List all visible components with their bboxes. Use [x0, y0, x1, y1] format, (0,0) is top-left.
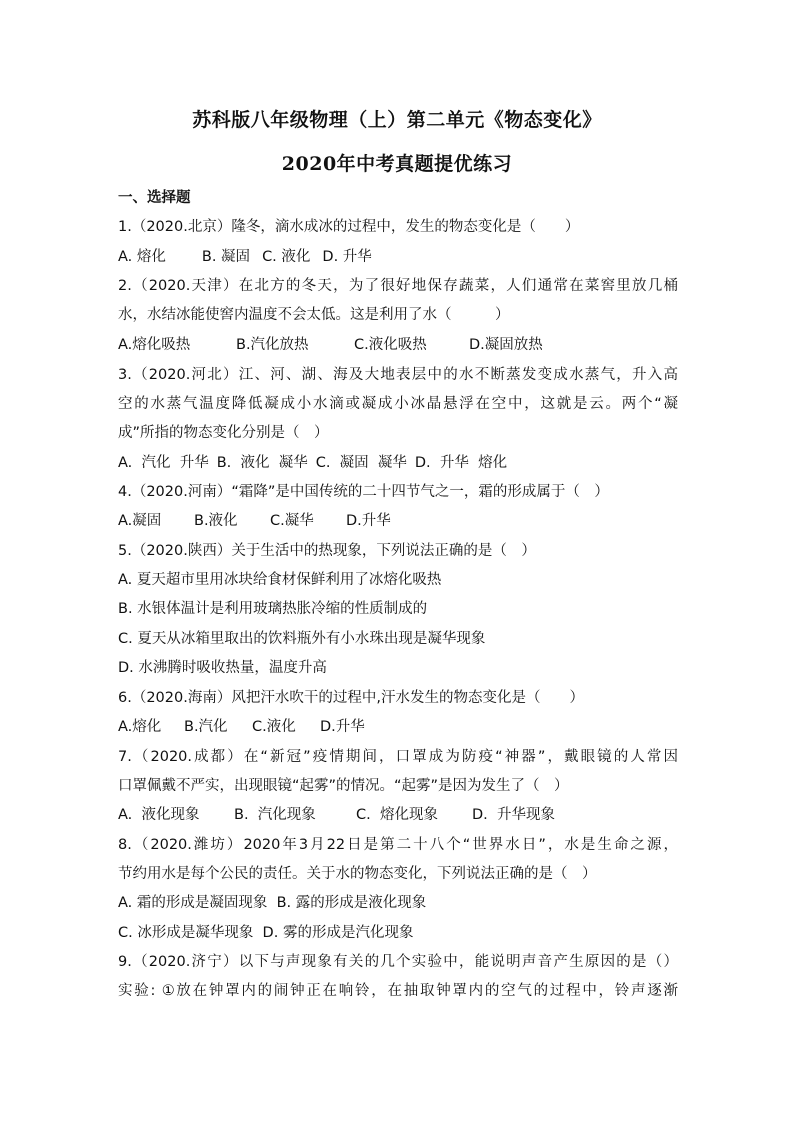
option-d: D.升华 — [320, 719, 365, 735]
option-a: A.熔化吸热 — [118, 337, 191, 353]
question-4-options — [118, 512, 678, 530]
question-5-option-d: D. 水沸腾时吸收热量，温度升高 — [118, 660, 327, 676]
option-b: B.液化 — [194, 513, 238, 529]
document-subtitle: 2020年中考真题提优练习 — [281, 153, 513, 175]
option-a: A. 液化现象 — [118, 807, 200, 823]
question-2-stem-line2: 水，水结冰能使窖内温度不会太低。这是利用了水（ ） — [118, 307, 510, 323]
question-6-stem: 6.（2020.海南）风把汗水吹干的过程中,汗水发生的物态变化是（ ） — [118, 690, 584, 706]
option-b: B.汽化 — [184, 719, 228, 735]
question-9-experiment-line: 实验: ①放在钟罩内的闹钟正在响铃，在抽取钟罩内的空气的过程中，铃声逐渐 — [118, 983, 678, 999]
question-8-stem-line2: 节约用水是每个公民的责任。关于水的物态变化，下列说法正确的是（ ） — [118, 866, 597, 882]
question-3-stem-line3: 成”所指的物态变化分别是（ ） — [118, 425, 329, 441]
question-7-options — [118, 806, 678, 824]
question-1-options — [118, 248, 678, 266]
question-8-options-cd: C. 冰形成是凝华现象 D. 雾的形成是汽化现象 — [118, 925, 414, 941]
question-3-options — [118, 454, 678, 472]
question-7-stem-line1: 7.（2020.成都）在“新冠”疫情期间，口罩成为防疫“神器”，戴眼镜的人常因 — [118, 749, 678, 765]
question-7-stem-line2: 口罩佩戴不严实，出现眼镜“起雾”的情况。“起雾”是因为发生了（ ） — [118, 778, 569, 794]
question-1-stem: 1.（2020.北京）隆冬，滴水成冰的过程中，发生的物态变化是（ ） — [118, 219, 580, 235]
question-2-options — [118, 336, 678, 354]
option-a: A.熔化 — [118, 719, 162, 735]
option-a: A. 汽化 升华 — [118, 455, 209, 471]
question-3-stem-line2: 空的水蒸气温度降低凝成小水滴或凝成小冰晶悬浮在空中，这就是云。两个“凝 — [118, 396, 678, 412]
option-c: C. 凝固 凝华 — [315, 455, 407, 471]
question-5-option-c: C. 夏天从冰箱里取出的饮料瓶外有小水珠出现是凝华现象 — [118, 631, 486, 647]
option-d: D. 升华现象 — [472, 807, 555, 823]
option-d: D.凝固放热 — [469, 337, 543, 353]
option-a: A.凝固 — [118, 513, 162, 529]
option-d: D.升华 — [346, 513, 391, 529]
option-b: B. 汽化现象 — [234, 807, 316, 823]
question-9-stem: 9.（2020.济宁）以下与声现象有关的几个实验中，能说明声音产生原因的是（） — [118, 954, 678, 970]
option-b: B.汽化放热 — [236, 337, 309, 353]
option-c: C. 熔化现象 — [356, 807, 438, 823]
question-4-stem: 4.（2020.河南）“霜降”是中国传统的二十四节气之一，霜的形成属于（ ） — [118, 484, 609, 500]
option-c: C.液化 — [252, 719, 296, 735]
question-5-stem: 5.（2020.陕西）关于生活中的热现象，下列说法正确的是（ ） — [118, 543, 536, 559]
question-8-options-ab: A. 霜的形成是凝固现象 B. 露的形成是液化现象 — [118, 895, 427, 911]
section-heading: 一、选择题 — [118, 190, 191, 206]
option-c: C. 液化 — [262, 249, 311, 265]
question-5-option-a: A. 夏天超市里用冰块给食材保鲜利用了冰熔化吸热 — [118, 572, 442, 588]
option-b: B. 液化 凝华 — [216, 455, 308, 471]
option-b: B. 凝固 — [201, 249, 251, 265]
question-2-stem-line1: 2.（2020.天津）在北方的冬天，为了很好地保存蔬菜，人们通常在菜窖里放几桶 — [118, 278, 678, 294]
option-c: C.凝华 — [270, 513, 314, 529]
option-c: C.液化吸热 — [354, 337, 427, 353]
question-5-option-b: B. 水银体温计是利用玻璃热胀冷缩的性质制成的 — [118, 601, 428, 617]
option-d: D. 升华 熔化 — [414, 455, 508, 471]
option-d: D. 升华 — [322, 249, 372, 265]
question-6-options — [118, 718, 678, 736]
document-title: 苏科版八年级物理（上）第二单元《物态变化》 — [192, 109, 602, 131]
option-a: A. 熔化 — [118, 249, 166, 265]
question-3-stem-line1: 3.（2020.河北）江、河、湖、海及大地表层中的水不断蒸发变成水蒸气，升入高 — [118, 367, 678, 383]
question-8-stem-line1: 8.（2020.潍坊）2020年3月22日是第二十八个“世界水日”，水是生命之源， — [118, 837, 678, 853]
